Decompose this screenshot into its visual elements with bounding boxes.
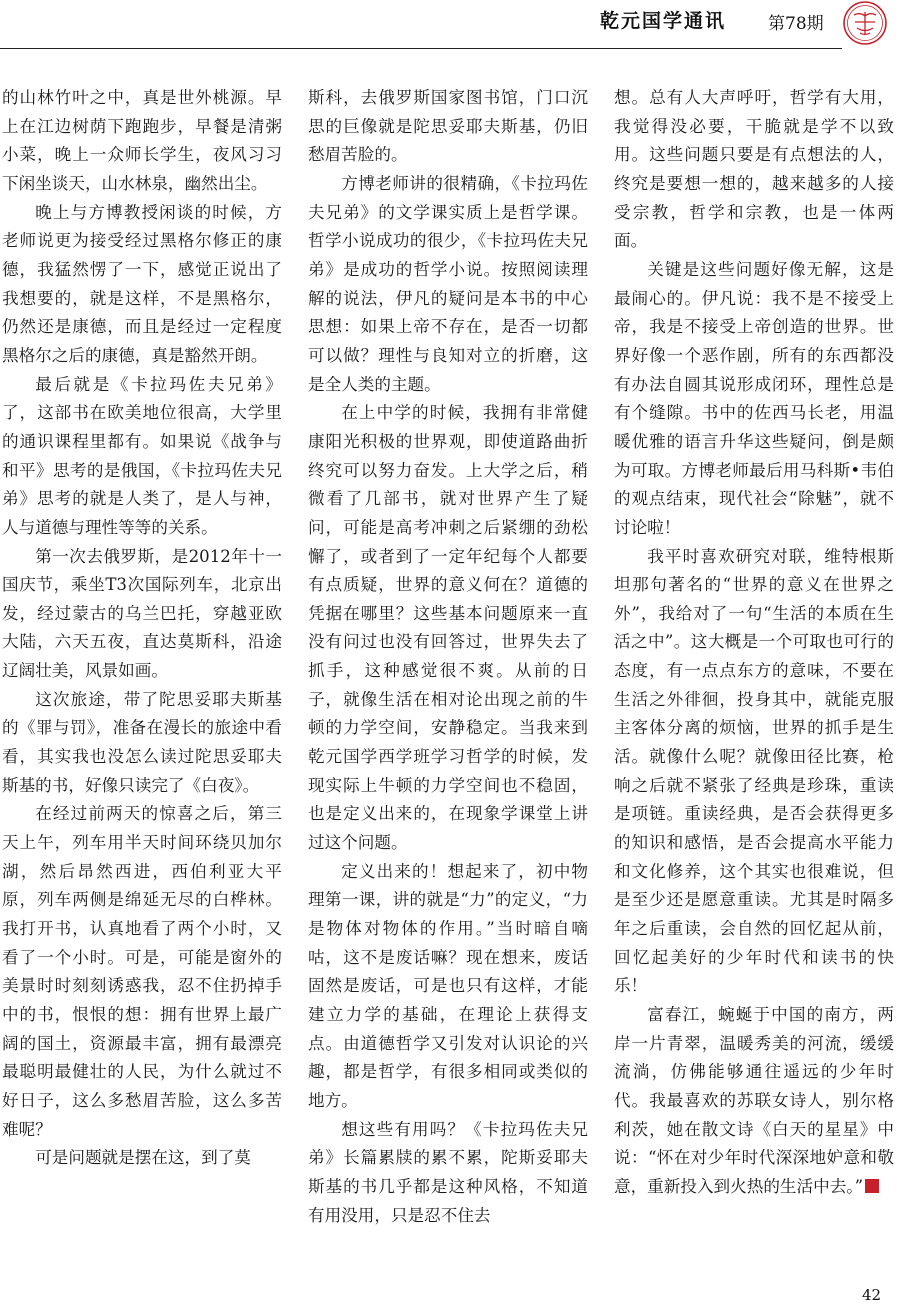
seal-logo-icon bbox=[842, 0, 888, 46]
paragraph: 晚上与方博教授闲谈的时候，方老师说更为接受经过黑格尔修正的康德，我猛然愣了一下，感觉正说出了我想要的，就是这样，不是黑格尔，仍然还是康德，而且是经过一定程度黑格尔之后的康德，真是豁然开朗。 bbox=[2, 202, 282, 365]
paragraph: 最后就是《卡拉玛佐夫兄弟》了，这部书在欧美地位很高，大学里的通识课程里都有。如果说《战争与和平》思考的是俄国，《卡拉玛佐夫兄弟》思考的就是人类了，是人与神，人与道德与理性等等的关系。 bbox=[2, 374, 282, 537]
page-number: 42 bbox=[862, 1286, 882, 1304]
paragraph: 第一次去俄罗斯，是2012年十一国庆节，乘坐T3次国际列车，北京出发，经过蒙古的乌兰巴托，穿越亚欧大陆，六天五夜，直达莫斯科，沿途辽阔壮美，风景如画。 bbox=[2, 546, 282, 681]
paragraph: 我平时喜欢研究对联，维特根斯坦那句著名的“世界的意义在世界之外”，我给对了一句“生活的本质在生活之中”。这大概是一个可取也可行的态度，有一点点东方的意味，不要在生活之外徘徊，投身其中，就能克服主客体分离的烦恼，世界的抓手是生活。就像什么呢？就像田径比赛，枪响之后就不紧张了经典是珍珠，重读是项链。重读经典，是否会获得更多的知识和感悟，是否会提高水平能力和文化修养，这个其实也很难说，但是至少还是愿意重读。尤其是时隔多年之后重读，会自然的回忆起从前，回忆起美好的少年时代和读书的快乐！ bbox=[614, 546, 894, 996]
paragraph: 斯科，去俄罗斯国家图书馆，门口沉思的巨像就是陀思妥耶夫斯基，仍旧愁眉苦脸的。 bbox=[308, 88, 588, 165]
text-column-1 bbox=[2, 84, 282, 1264]
text-column-2 bbox=[308, 84, 588, 1264]
text-column-3 bbox=[614, 84, 894, 1264]
paragraph: 想。总有人大声呼吁，哲学有大用，我觉得没必要，干脆就是学不以致用。这些问题只要是有点想法的人，终究是要想一想的，越来越多的人接受宗教，哲学和宗教，也是一体两面。 bbox=[614, 88, 894, 251]
end-mark-icon bbox=[865, 1179, 879, 1193]
paragraph: 想这些有用吗？《卡拉玛佐夫兄弟》长篇累牍的累不累，陀斯妥耶夫斯基的书几乎都是这种风格，不知道有用没用，只是忍不住去 bbox=[308, 1119, 588, 1225]
header-rule bbox=[0, 48, 842, 49]
paragraph: 这次旅途，带了陀思妥耶夫斯基的《罪与罚》，准备在漫长的旅途中看看，其实我也没怎么读过陀思妥耶夫斯基的书，好像只读完了《白夜》。 bbox=[2, 689, 282, 795]
paragraph: 在上中学的时候，我拥有非常健康阳光积极的世界观，即使道路曲折终究可以努力奋发。上大学之后，稍微看了几部书，就对世界产生了疑问，可能是高考冲刺之后紧绷的劲松懈了，或者到了一定年纪每个人都要有点质疑，世界的意义何在？道德的凭据在哪里？这些基本问题原来一直没有问过也没有回答过，世界失去了抓手，这种感觉很不爽。从前的日子，就像生活在相对论出现之前的牛顿的力学空间，安静稳定。当我来到乾元国学西学班学习哲学的时候，发现实际上牛顿的力学空间也不稳固，也是定义出来的，在现象学课堂上讲过这个问题。 bbox=[308, 403, 588, 853]
paragraph: 可是问题就是摆在这，到了莫 bbox=[35, 1148, 251, 1168]
paragraph: 的山林竹叶之中，真是世外桃源。早上在江边树荫下跑跑步，早餐是清粥小菜，晚上一众师长学生，夜风习习下闲坐谈天，山水林泉，幽然出尘。 bbox=[2, 88, 282, 193]
paragraph: 方博老师讲的很精确，《卡拉玛佐夫兄弟》的文学课实质上是哲学课。哲学小说成功的很少，《卡拉玛佐夫兄弟》是成功的哲学小说。按照阅读理解的说法，伊凡的疑问是本书的中心思想：如果上帝不存在，是否一切都可以做？理性与良知对立的折磨，这是全人类的主题。 bbox=[308, 173, 588, 394]
publication-title: 乾元国学通讯 bbox=[600, 10, 727, 32]
issue-number: 第78期 bbox=[768, 14, 824, 34]
final-paragraph bbox=[614, 1001, 894, 1202]
paragraph: 关键是这些问题好像无解，这是最闹心的。伊凡说：我不是不接受上帝，我是不接受上帝创造的世界。世界好像一个恶作剧，所有的东西都没有办法自圆其说形成闭环，理性总是有个缝隙。书中的佐西马长老，用温暖优雅的语言升华这些疑问，倒是颇为可取。方博老师最后用马科斯•韦伯的观点结束，现代社会“除魅”，就不讨论啦！ bbox=[614, 259, 894, 537]
paragraph: 在经过前两天的惊喜之后，第三天上午，列车用半天时间环绕贝加尔湖，然后昂然西进，西伯利亚大平原，列车两侧是绵延无尽的白桦林。我打开书，认真地看了两个小时，又看了一个小时。可是，可能是窗外的美景时时刻刻诱惑我，忍不住扔掉手中的书，恨恨的想：拥有世界上最广阔的国土，资源最丰富，拥有最漂亮最聪明最健壮的人民，为什么就过不好日子，这么多愁眉苦脸，这么多苦难呢？ bbox=[2, 804, 282, 1139]
paragraph: 定义出来的！想起来了，初中物理第一课，讲的就是“力”的定义，“力是物体对物体的作用。”当时暗自嘀咕，这不是废话嘛？现在想来，废话固然是废话，可是也只有这样，才能建立力学的基础，在理论上获得支点。由道德哲学又引发对认识论的兴趣，都是哲学，有很多相同或类似的地方。 bbox=[308, 861, 588, 1110]
paragraph-text: 富春江，蜿蜒于中国的南方，两岸一片青翠，温暖秀美的河流，缓缓流淌，仿佛能够通往遥远的少年时代。我最喜欢的苏联女诗人，别尔格利茨，她在散文诗《白天的星星》中说：“怀在对少年时代深深地妒意和敬意，重新投入到火热的生活中去。” bbox=[614, 1005, 894, 1196]
